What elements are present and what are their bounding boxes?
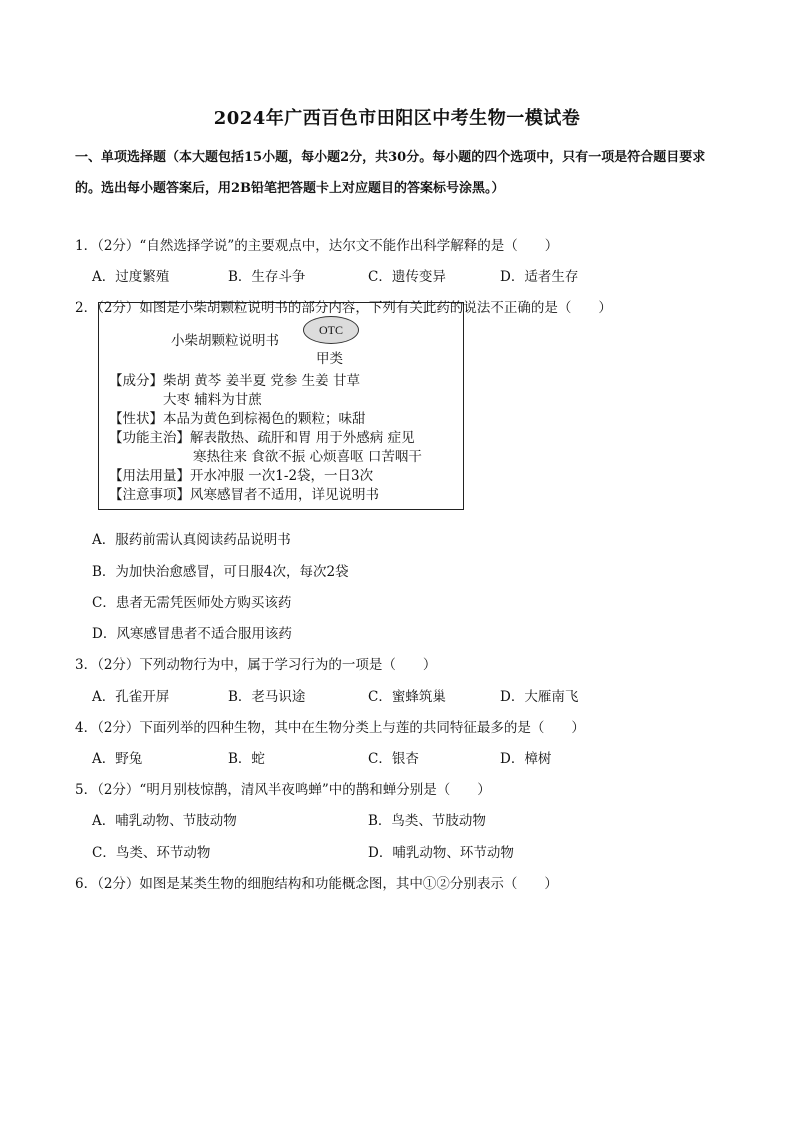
question-1-option-c: C．遗传变异: [368, 269, 446, 285]
question-2-option-d: D．风寒感冒患者不适合服用该药: [92, 626, 292, 642]
question-2-stem: 2．（2分）如图是小柴胡颗粒说明书的部分内容，下列有关此药的说法不正确的是（ ）: [75, 300, 612, 316]
question-4-stem: 4．（2分）下面列举的四种生物，其中在生物分类上与莲的共同特征最多的是（ ）: [75, 720, 585, 736]
leaflet-line: 【功能主治】解表散热、疏肝和胃 用于外感病 症见: [109, 430, 415, 446]
question-4-option-c: C．银杏: [368, 751, 419, 767]
leaflet-line: 【成分】柴胡 黄芩 姜半夏 党参 生姜 甘草: [109, 373, 360, 389]
question-5-option-d: D．哺乳动物、环节动物: [368, 845, 514, 861]
question-3-option-b: B．老马识途: [228, 689, 306, 705]
section-heading: 一、单项选择题（本大题包括15小题，每小题2分，共30分。每小题的四个选项中，只有一项是符合题目要求的。选出每小题答案后，用2B铅笔把答题卡上对应题目的答案标号涂黑。）: [75, 150, 706, 196]
question-3-option-a: A．孔雀开屏: [92, 689, 170, 705]
question-5-option-c: C．鸟类、环节动物: [92, 845, 211, 861]
question-4-option-d: D．樟树: [500, 751, 552, 767]
otc-class-label: 甲类: [316, 351, 343, 367]
leaflet-name: 小柴胡颗粒说明书: [171, 333, 279, 349]
medicine-leaflet-figure: [98, 302, 464, 510]
question-1-option-d: D．适者生存: [500, 269, 579, 285]
question-5-option-a: A．哺乳动物、节肢动物: [92, 813, 237, 829]
question-3-stem: 3．（2分）下列动物行为中，属于学习行为的一项是（ ）: [75, 657, 437, 673]
question-5-option-b: B．鸟类、节肢动物: [368, 813, 486, 829]
otc-badge: OTC: [303, 316, 359, 344]
question-1-option-b: B．生存斗争: [228, 269, 306, 285]
leaflet-line: 大枣 辅料为甘蔗: [163, 392, 262, 408]
leaflet-line: 【注意事项】风寒感冒者不适用，详见说明书: [109, 487, 379, 503]
question-2-option-c: C．患者无需凭医师处方购买该药: [92, 595, 292, 611]
question-5-stem: 5．（2分）“明月别枝惊鹊，清风半夜鸣蝉”中的鹊和蝉分别是（ ）: [75, 782, 491, 798]
question-6-stem: 6．（2分）如图是某类生物的细胞结构和功能概念图，其中①②分别表示（ ）: [75, 876, 558, 892]
question-3-option-d: D．大雁南飞: [500, 689, 579, 705]
question-4-option-a: A．野兔: [92, 751, 143, 767]
question-2-option-b: B．为加快治愈感冒，可日服4次，每次2袋: [92, 564, 349, 580]
question-1-stem: 1．（2分）“自然选择学说”的主要观点中，达尔文不能作出科学解释的是（ ）: [75, 238, 559, 254]
leaflet-line: 【性状】本品为黄色到棕褐色的颗粒；味甜: [109, 411, 366, 427]
question-1-option-a: A．过度繁殖: [92, 269, 170, 285]
question-2-option-a: A．服药前需认真阅读药品说明书: [92, 532, 291, 548]
question-3-option-c: C．蜜蜂筑巢: [368, 689, 446, 705]
leaflet-line: 【用法用量】开水冲服 一次1-2袋，一日3次: [109, 468, 374, 484]
question-4-option-b: B．蛇: [228, 751, 265, 767]
exam-title: 2024年广西百色市田阳区中考生物一模试卷: [213, 108, 581, 129]
leaflet-line: 寒热往来 食欲不振 心烦喜呕 口苦咽干: [193, 449, 422, 465]
